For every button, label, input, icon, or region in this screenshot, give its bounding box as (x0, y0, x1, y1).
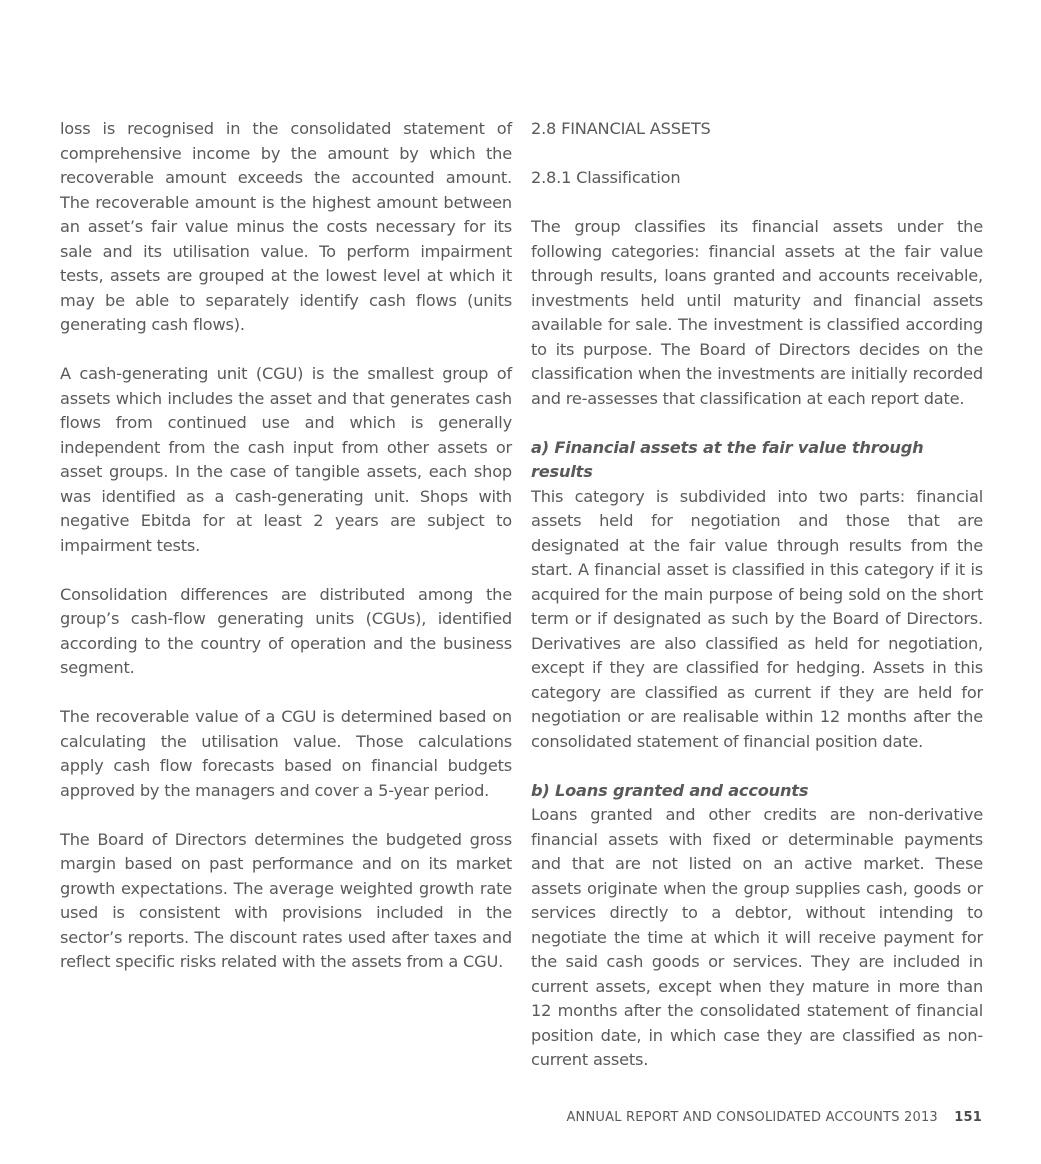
paragraph-budgeted-gross-margin: The Board of Directors determines the budgeted gross margin based on past performance and on its market growth expectations. The average weighted growth rate used is consistent with provisions included in the sector’s reports. The discount rates used after taxes and reflect specific risks related with the assets from a CGU. (60, 829, 512, 971)
page-footer (566, 1110, 982, 1125)
page-number: 151 (954, 1110, 982, 1125)
paragraph-cash-generating-unit: A cash-generating unit (CGU) is the smallest group of assets which includes the asset and that generates cash flows from continued use and which is generally independent from the cash input from other assets or asset groups. In the case of tangible assets, each shop was identified as a cash-generating unit. Shops with negative Ebitda for at least 2 years are subject to impairment tests. (60, 364, 512, 555)
item-a-text: This category is subdivided into two parts: financial assets held for negotiation and those that are designated at the fair value through results from the start. A financial asset is classified in this category if it is acquired for the main purpose of being sold on the short term or if designated as such by the Board of Directors. Derivatives are also classified as held for negotiation, except if they are classified for hedging. Assets in this category are classified as current if they are held for negotiation or are realisable within 12 months after the consolidated statement of financial position date. (531, 486, 983, 751)
section-heading: 2.8 FINANCIAL ASSETS (531, 119, 711, 138)
item-a-heading: a) Financial assets at the fair value through results (531, 437, 924, 481)
paragraph-classification-intro: The group classifies its financial assets under the following categories: financial assets at the fair value through results, loans granted and accounts receivable, investments held until maturity and financial assets available for sale. The investment is classified according to its purpose. The Board of Directors decides on the classification when the investments are initially recorded and re-assesses that classification at each report date. (531, 217, 983, 408)
subsection-heading: 2.8.1 Classification (531, 168, 681, 187)
right-column (531, 117, 983, 1073)
item-b-heading: b) Loans granted and accounts (531, 780, 809, 800)
report-title: ANNUAL REPORT AND CONSOLIDATED ACCOUNTS 2013 (566, 1110, 938, 1125)
paragraph-consolidation-differences: Consolidation differences are distributed among the group’s cash-flow generating units (CGUs), identified according to the country of operation and the business segment. (60, 584, 512, 677)
left-column (60, 117, 512, 999)
paragraph-recoverable-value: The recoverable value of a CGU is determined based on calculating the utilisation value. Those calculations apply cash flow forecasts based on financial budgets approved by the managers and cover a 5-year period. (60, 707, 512, 800)
item-b-text: Loans granted and other credits are non-derivative financial assets with fixed or determinable payments and that are not listed on an active market. These assets originate when the group supplies cash, goods or services directly to a debtor, without intending to negotiate the time at which it will receive payment for the said cash goods or services. They are included in current assets, except when they mature in more than 12 months after the consolidated statement of financial position date, in which case they are classified as non-current assets. (531, 805, 983, 1069)
paragraph-impairment-loss: loss is recognised in the consolidated statement of comprehensive income by the amount by which the recoverable amount exceeds the accounted amount. The recoverable amount is the highest amount between an asset’s fair value minus the costs necessary for its sale and its utilisation value. To perform impairment tests, assets are grouped at the lowest level at which it may be able to separately identify cash flows (units generating cash flows). (60, 119, 512, 334)
